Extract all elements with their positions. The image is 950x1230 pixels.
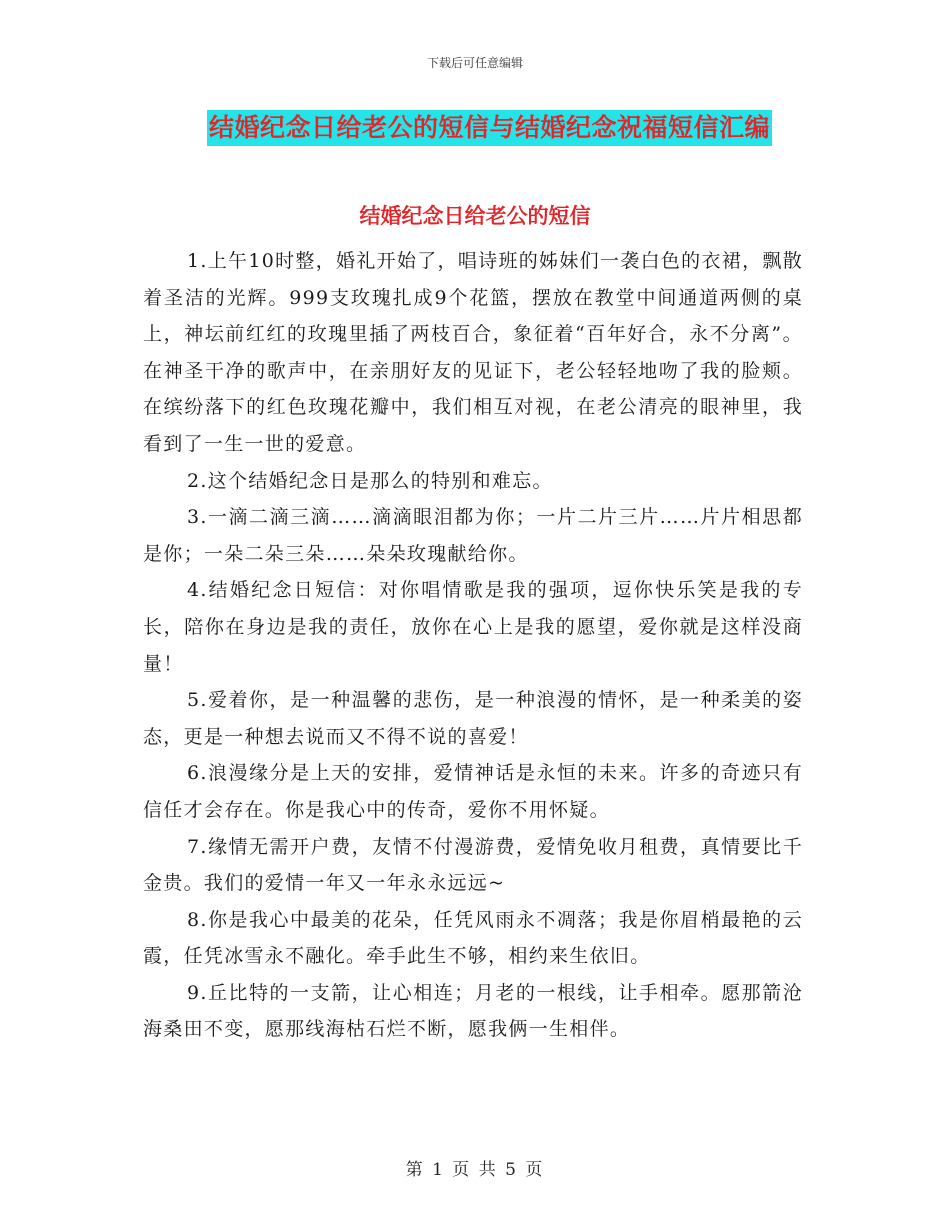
header-note: 下载后可任意编辑 xyxy=(426,56,523,70)
paragraph: 4.结婚纪念日短信：对你唱情歌是我的强项，逗你快乐笑是我的专长，陪你在身边是我的责任，放你在心上是我的愿望，爱你就是这样没商量！ xyxy=(143,579,803,675)
page-indicator: 第 1 页 共 5 页 xyxy=(405,1160,545,1180)
paragraph: 3.一滴二滴三滴……滴滴眼泪都为你；一片二片三片……片片相思都是你；一朵二朵三朵……朵朵玫瑰献给你。 xyxy=(143,506,803,565)
paragraph: 7.缘情无需开户费，友情不付漫游费，爱情免收月租费，真情要比千金贵。我们的爱情一年又一年永永远远~ xyxy=(143,835,803,895)
paragraph: 6.浪漫缘分是上天的安排，爱情神话是永恒的未来。许多的奇迹只有信任才会存在。你是我心中的传奇，爱你不用怀疑。 xyxy=(143,762,803,821)
section-title: 结婚纪念日给老公的短信 xyxy=(359,204,591,228)
paragraph: 9.丘比特的一支箭，让心相连；月老的一根线，让手相牵。愿那箭沧海桑田不变，愿那线海枯石烂不断，愿我俩一生相伴。 xyxy=(143,981,803,1041)
paragraph: 1.上午10时整，婚礼开始了，唱诗班的姊妹们一袭白色的衣裙，飘散着圣洁的光辉。999支玫瑰扎成9个花篮，摆放在教堂中间通道两侧的桌上，神坛前红红的玫瑰里插了两枝百合，象征着“百年好合，永不分离”。在神圣干净的歌声中，在亲朋好友的见证下，老公轻轻地吻了我的脸颊。在缤纷落下的红色玫瑰花瓣中，我们相互对视，在老公清亮的眼神里，我看到了一生一世的爱意。 xyxy=(143,250,803,455)
document-title: 结婚纪念日给老公的短信与结婚纪念祝福短信汇编 xyxy=(207,110,772,146)
paragraph: 8.你是我心中最美的花朵，任凭风雨永不凋落；我是你眉梢最艳的云霞，任凭冰雪永不融化。牵手此生不够，相约来生依旧。 xyxy=(143,908,803,968)
paragraph: 2.这个结婚纪念日是那么的特别和难忘。 xyxy=(187,469,553,492)
document-body xyxy=(143,243,803,1048)
paragraph: 5.爱着你，是一种温馨的悲伤，是一种浪漫的情怀，是一种柔美的姿态，更是一种想去说而又不得不说的喜爱！ xyxy=(143,689,803,748)
title-highlight xyxy=(207,110,772,146)
